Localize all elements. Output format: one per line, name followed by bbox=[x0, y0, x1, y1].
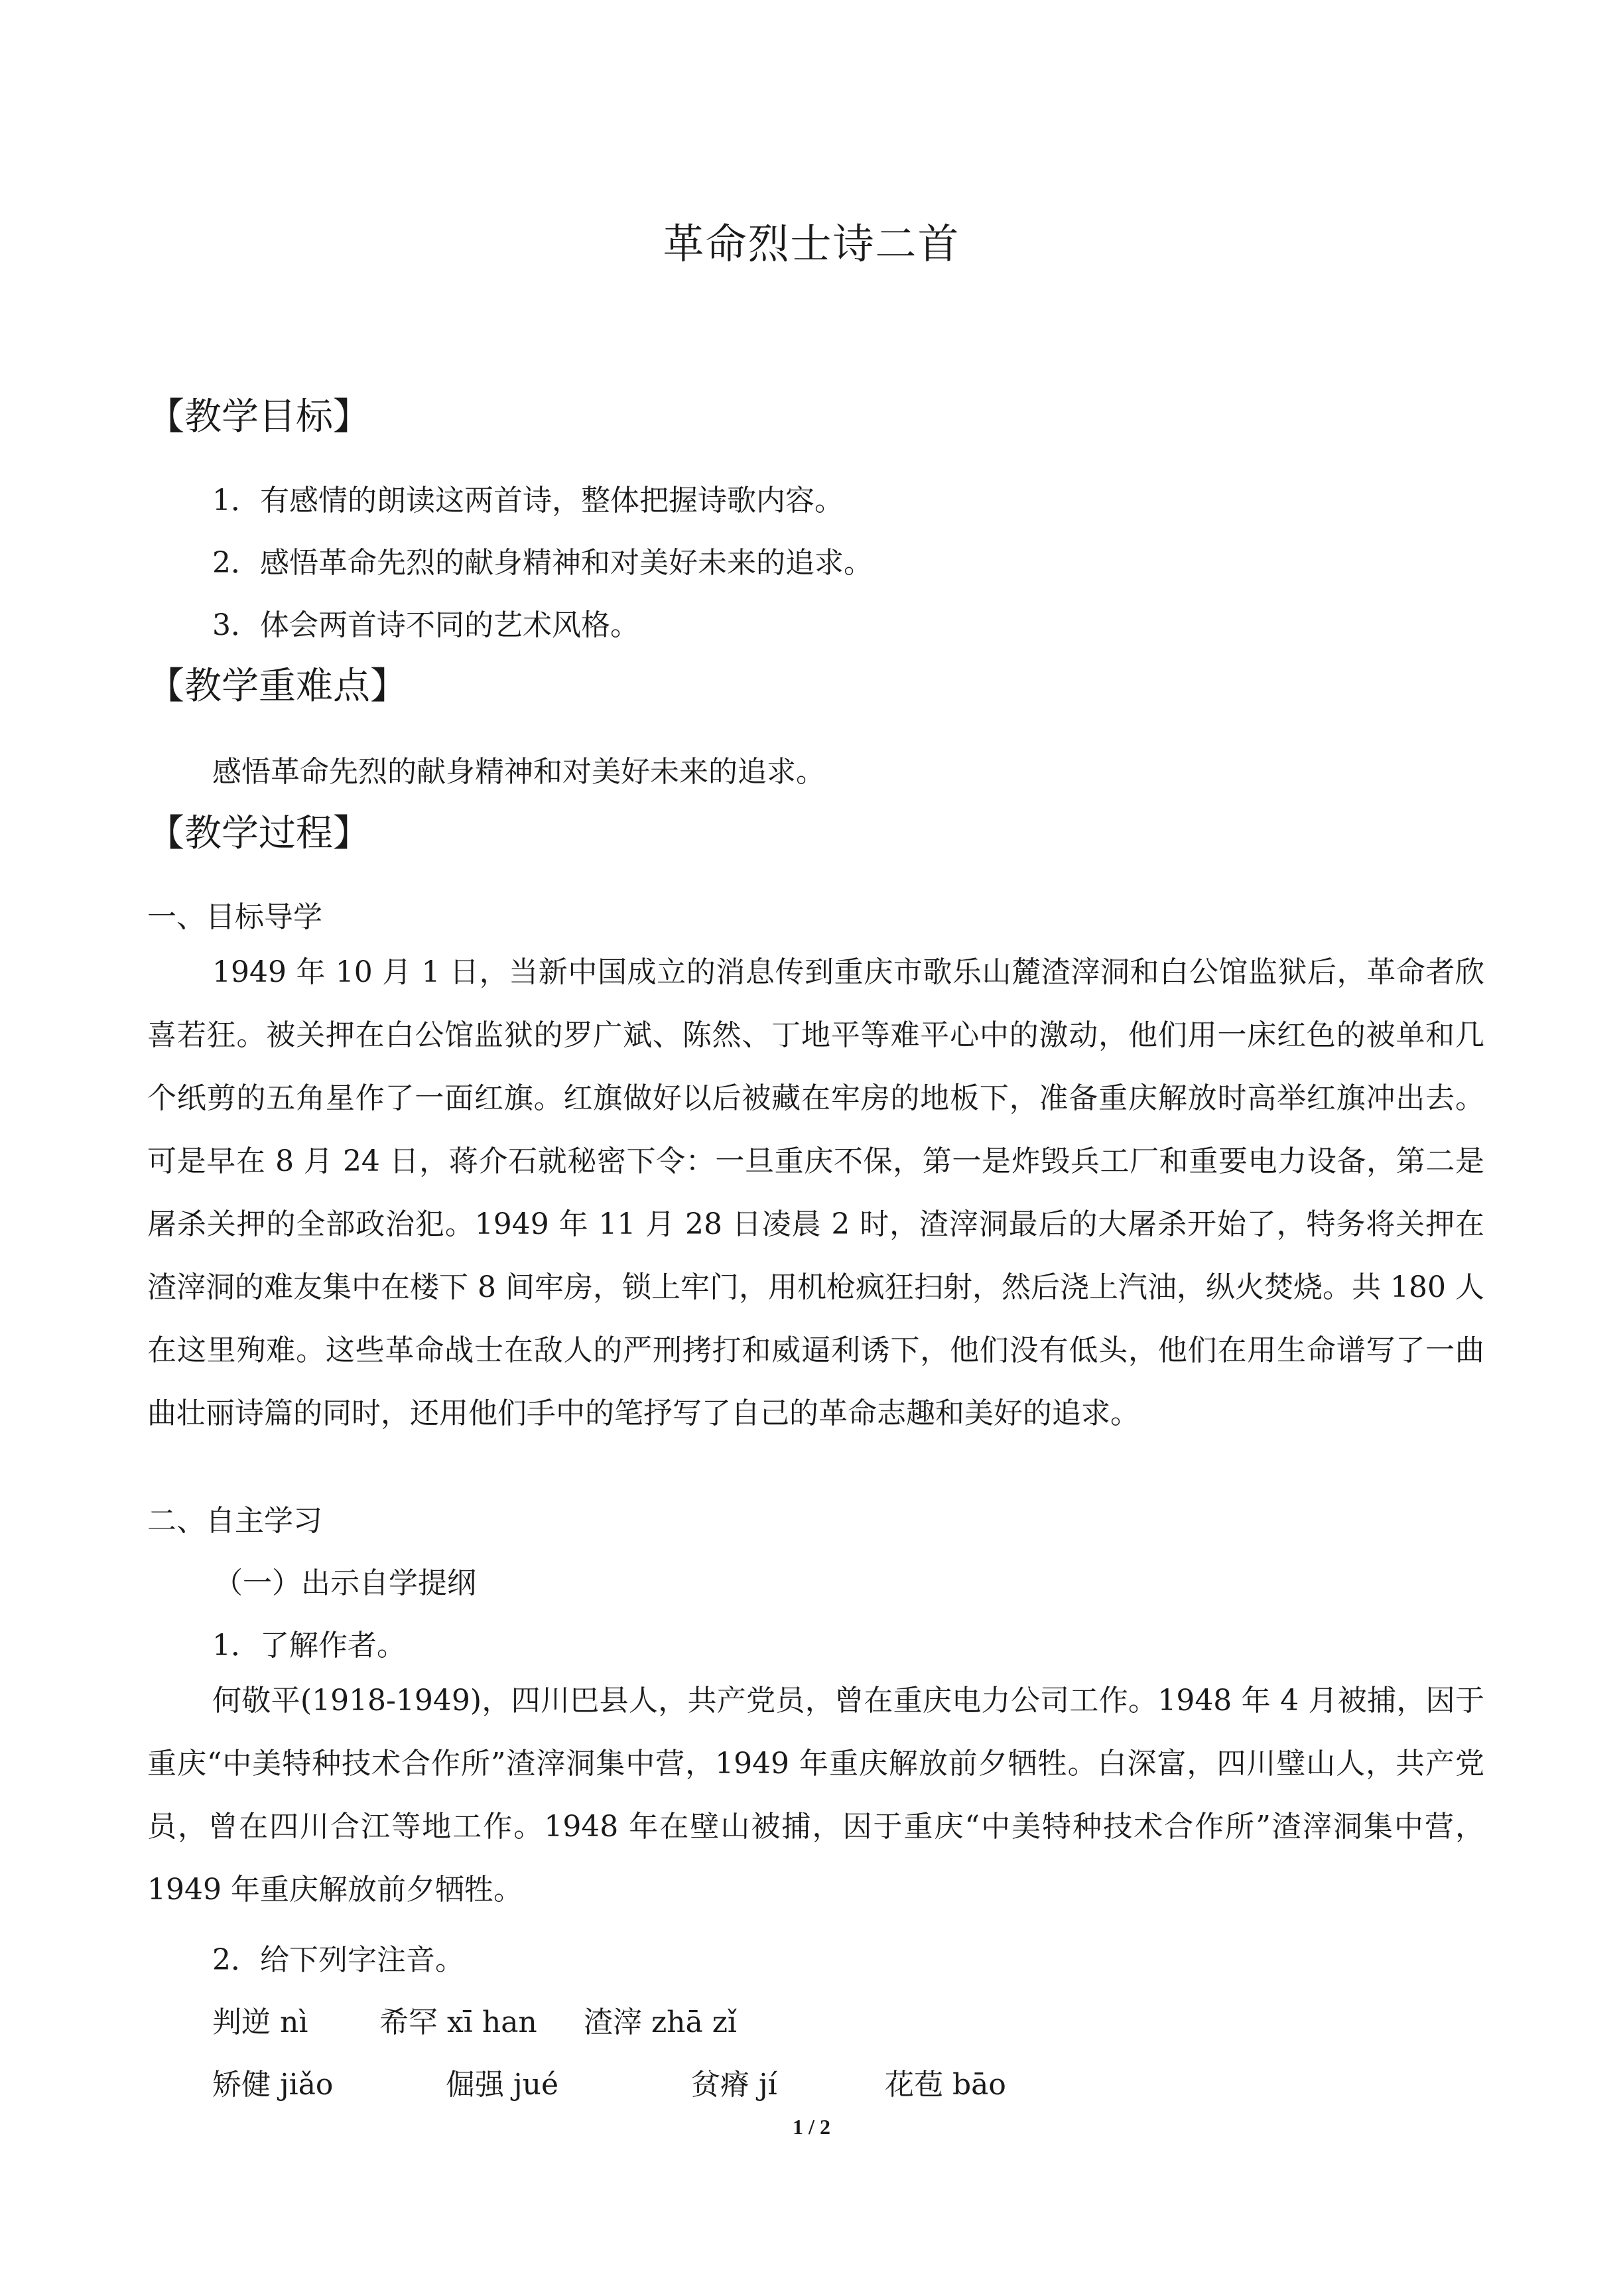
section-heading-process: 【教学过程】 bbox=[147, 812, 370, 855]
section-heading-key-points: 【教学重难点】 bbox=[147, 665, 407, 708]
outline-item-1: 1．了解作者。 bbox=[212, 1629, 406, 1662]
part1-paragraph: 1949 年 10 月 1 日，当新中国成立的消息传到重庆市歌乐山麓渣滓洞和白公馆监狱后，革命者欣喜若狂。被关押在白公馆监狱的罗广斌、陈然、丁地平等难平心中的激动，他们用一床红色的被单和几个纸剪的五角星作了一面红旗。红旗做好以后被藏在牢房的地板下，准备重庆解放时高举红旗冲出去。可是早在 8 月 24 日，蒋介石就秘密下令：一旦重庆不保，第一是炸毁兵工厂和重要电力设备，第二是屠杀关押的全部政治犯。1949 年 11 月 28 日凌晨 2 时，渣滓洞最后的大屠杀开始了，特务将关押在渣滓洞的难友集中在楼下 8 间牢房，锁上牢门，用机枪疯狂扫射，然后浇上汽油，纵火焚烧。共 180 人在这里殉难。这些革命战士在敌人的严刑拷打和威逼利诱下，他们没有低头，他们在用生命谱写了一曲曲壮丽诗篇的同时，还用他们手中的笔抒写了自己的革命志趣和美好的追求。 bbox=[147, 955, 1484, 1430]
part2-title: 二、自主学习 bbox=[147, 1504, 322, 1538]
outline-item-2: 2．给下列字注音。 bbox=[212, 1943, 464, 1977]
section-heading-goals: 【教学目标】 bbox=[147, 395, 370, 439]
pinyin-entry: 贫瘠 jí bbox=[691, 2068, 777, 2102]
page-title: 革命烈士诗二首 bbox=[663, 220, 960, 268]
page-number: 1 / 2 bbox=[793, 2115, 830, 2139]
pinyin-entry: 希罕 xī han bbox=[379, 2005, 537, 2039]
author-paragraph: 何敬平(1918-1949)，四川巴县人，共产党员，曾在重庆电力公司工作。1948 年 4 月被捕，因于重庆“中美特种技术合作所”渣滓洞集中营，1949 年重庆解放前夕牺牲。白深富，四川璧山人，共产党员，曾在四川合江等地工作。1948 年在壁山被捕，因于重庆“中美特种技术合作所”渣滓洞集中营，1949 年重庆解放前夕牺牲。 bbox=[147, 1684, 1484, 1907]
goal-item: 1．有感情的朗读这两首诗，整体把握诗歌内容。 bbox=[212, 484, 844, 517]
goal-item: 2．感悟革命先烈的献身精神和对美好未来的追求。 bbox=[212, 546, 873, 580]
pinyin-entry: 倔强 jué bbox=[446, 2068, 559, 2102]
goal-item: 3．体会两首诗不同的艺术风格。 bbox=[212, 608, 639, 642]
part1-title: 一、目标导学 bbox=[147, 900, 322, 934]
sub1-title: （一）出示自学提纲 bbox=[214, 1566, 476, 1600]
pinyin-entry: 花苞 bāo bbox=[885, 2068, 1006, 2102]
pinyin-entry: 矫健 jiǎo bbox=[212, 2068, 334, 2102]
pinyin-entry: 渣滓 zhā zǐ bbox=[584, 2005, 737, 2039]
key-points-text: 感悟革命先烈的献身精神和对美好未来的追求。 bbox=[212, 755, 825, 789]
pinyin-entry: 判逆 nì bbox=[212, 2005, 308, 2039]
